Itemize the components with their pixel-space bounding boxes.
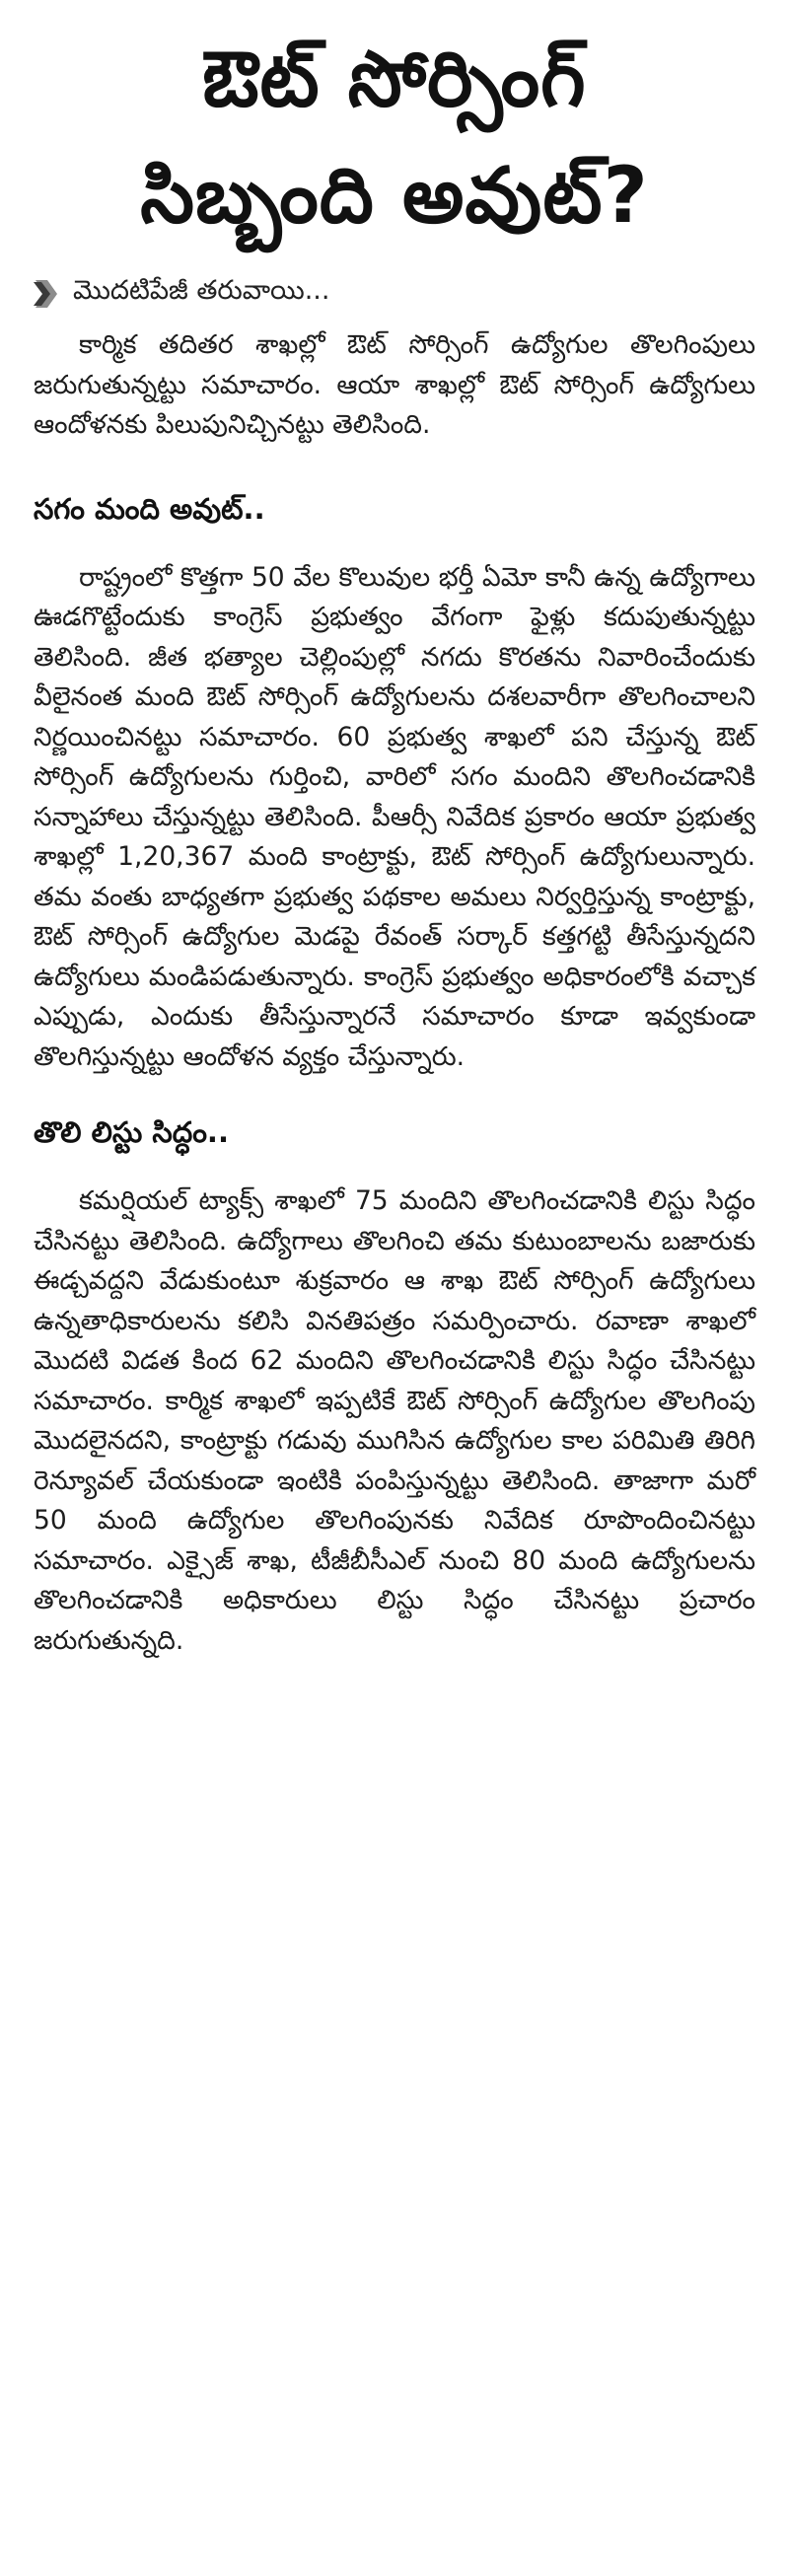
headline-line-2: సిబ్బంది అవుట్? <box>140 152 649 241</box>
paragraph-half-out: రాష్ట్రంలో కొత్తగా 50 వేల కొలువుల భర్తీ ఏమో కానీ ఉన్న ఉద్యోగాలు ఊడగొట్టేందుకు కాంగ్రెస్ ప్రభుత్వం వేగంగా ఫైళ్లు కదుపుతున్నట్టు తెలిసింది. జీత భత్యాల చెల్లింపుల్లో నగదు కొరతను నివారించేందుకు వీలైనంత మంది ఔట్ సోర్సింగ్ ఉద్యోగులను దశలవారీగా తొలగించాలని నిర్ణయించినట్టు సమాచారం. 60 ప్రభుత్వ శాఖలో పని చేస్తున్న ఔట్ సోర్సింగ్ ఉద్యోగులను గుర్తించి, వారిలో సగం మందిని తొలగించడానికి సన్నాహాలు చేస్తున్నట్టు తెలిసింది. పీఆర్సీ నివేదిక ప్రకారం ఆయా ప్రభుత్వ శాఖల్లో 1,20,367 మంది కాంట్రాక్టు, ఔట్ సోర్సింగ్ ఉద్యోగులున్నారు. తమ వంతు బాధ్యతగా ప్రభుత్వ పథకాల అమలు నిర్వర్తిస్తున్న కాంట్రాక్టు, ఔట్ సోర్సింగ్ ఉద్యోగుల మెడపై రేవంత్ సర్కార్ కత్తగట్టి తీసేస్తున్నదని ఉద్యోగులు మండిపడుతున్నారు. కాంగ్రెస్ ప్రభుత్వం అధికారంలోకి వచ్చాక ఎప్పుడు, ఎందుకు తీసేస్తున్నారనే సమాచారం కూడా ఇవ్వకుండా తొలగిస్తున్నట్టు ఆందోళన వ్యక్తం చేస్తున్నారు. <box>34 561 755 1072</box>
subheading-half-out: సగం మంది అవుట్.. <box>34 491 265 526</box>
chevron-right-icon <box>34 277 59 311</box>
paragraph-intro: కార్మిక తదితర శాఖల్లో ఔట్ సోర్సింగ్ ఉద్యోగుల తొలగింపులు జరుగుతున్నట్టు సమాచారం. ఆయా శాఖల్లో ఔట్ సోర్సింగ్ ఉద్యోగులు ఆందోళనకు పిలుపునిచ్చినట్టు తెలిసింది. <box>34 329 755 440</box>
subheading-first-list: తొలి లిస్టు సిద్ధం.. <box>34 1115 229 1149</box>
paragraph-first-list: కమర్షియల్ ట్యాక్స్ శాఖలో 75 మందిని తొలగించడానికి లిస్టు సిద్ధం చేసినట్టు తెలిసింది. ఉద్యోగాలు తొలగించి తమ కుటుంబాలను బజారుకు ఈడ్చవద్దని వేడుకుంటూ శుక్రవారం ఆ శాఖ ఔట్ సోర్సింగ్ ఉద్యోగులు ఉన్నతాధికారులను కలిసి వినతిపత్రం సమర్పించారు. రవాణా శాఖలో మొదటి విడత కింద 62 మందిని తొలగించడానికి లిస్టు సిద్ధం చేసినట్టు సమాచారం. కార్మిక శాఖలో ఇప్పటికే ఔట్ సోర్సింగ్ ఉద్యోగుల తొలగింపు మొదలైనదని, కాంట్రాక్టు గడువు ముగిసిన ఉద్యోగుల కాల పరిమితి తిరిగి రెన్యూవల్ చేయకుండా ఇంటికి పంపిస్తున్నట్టు తెలిసింది. తాజాగా మరో 50 మంది ఉద్యోగుల తొలగింపునకు నివేదిక రూపొందించినట్టు సమాచారం. ఎక్సైజ్ శాఖ, టీజీబీసీఎల్ నుంచి 80 మంది ఉద్యోగులను తొలగించడానికి అధికారులు లిస్టు సిద్ధం చేసినట్టు ప్రచారం జరుగుతున్నది. <box>34 1185 755 1656</box>
headline <box>34 22 755 254</box>
continued-label: మొదటిపేజీ తరువాయి... <box>73 275 330 306</box>
headline-line-1: ఔట్ సోర్సింగ్ <box>202 36 587 124</box>
continued-from-front-page <box>34 274 755 314</box>
